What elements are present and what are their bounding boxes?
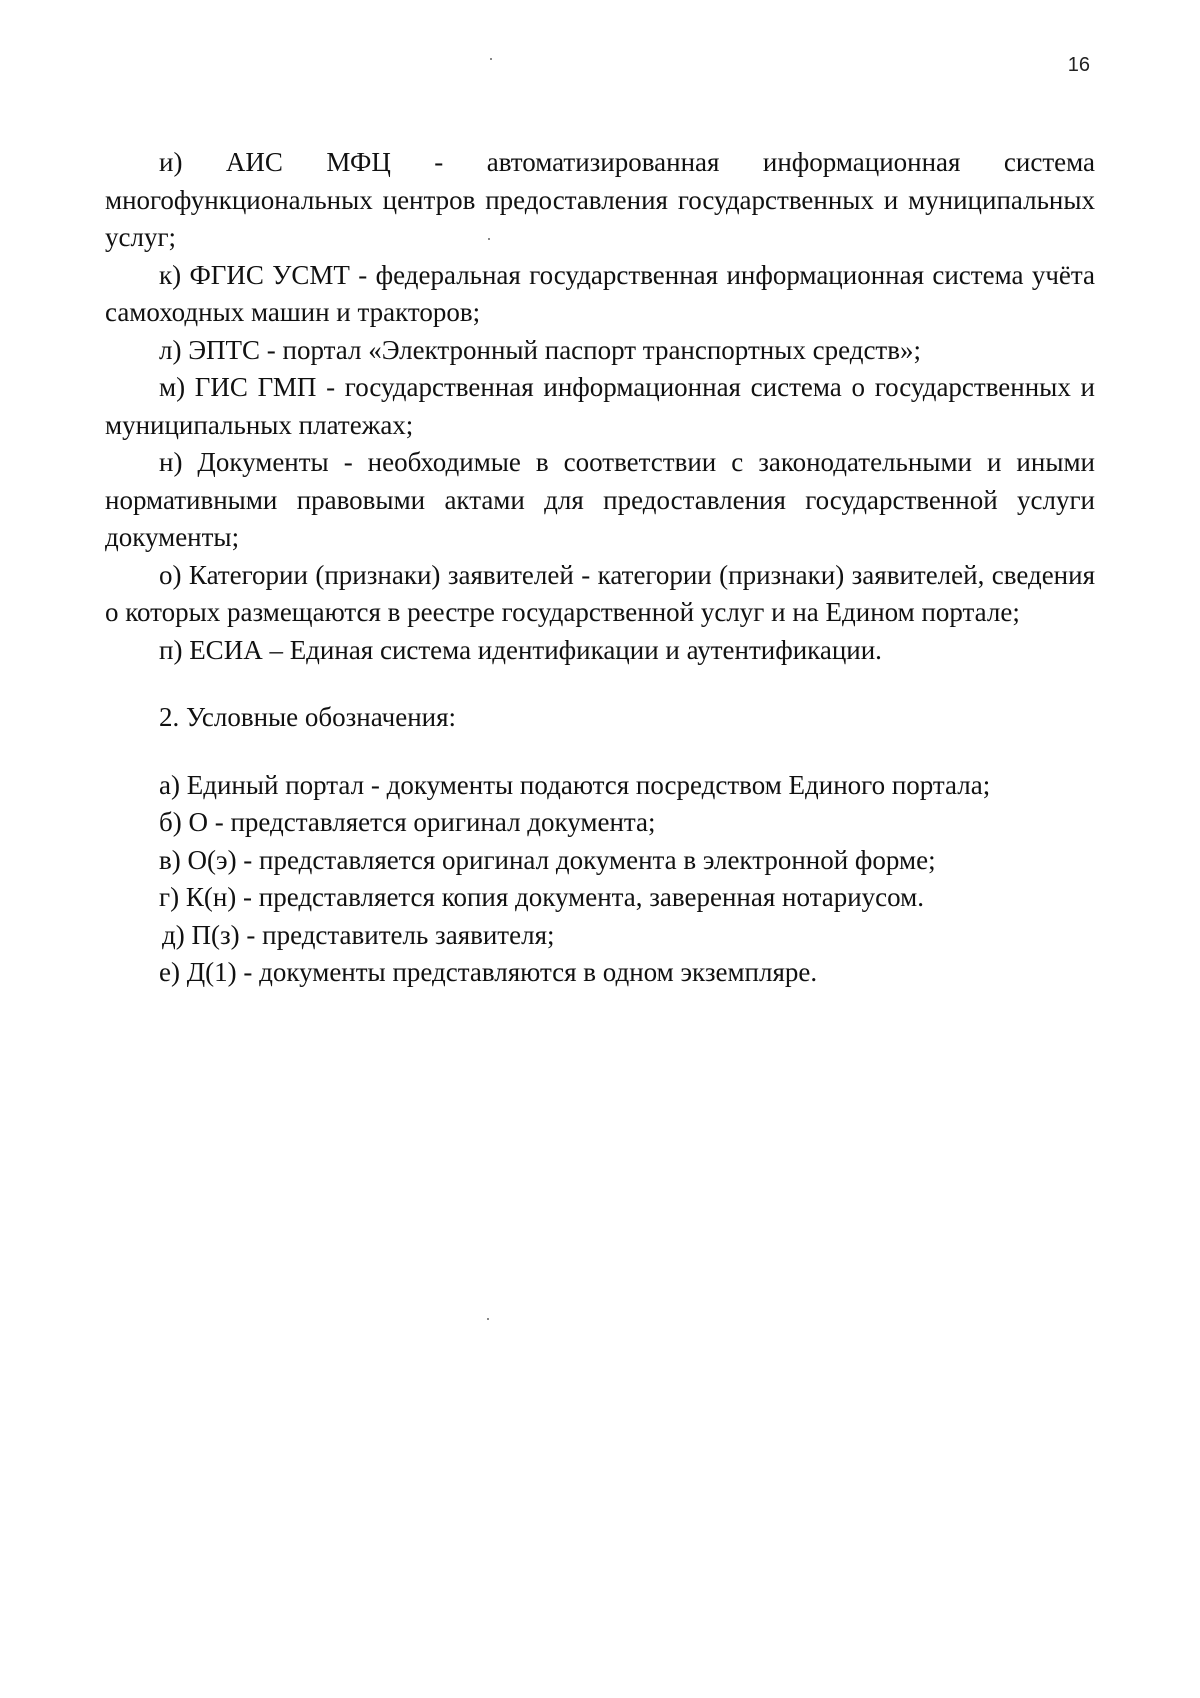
scan-speck: [490, 58, 492, 60]
definition-epts: л) ЭПТС - портал «Электронный паспорт транспортных средств»;: [159, 334, 921, 365]
legend-item: в) О(э) - представляется оригинал документа в электронной форме;: [159, 844, 936, 875]
scan-speck: [487, 1318, 489, 1320]
legend-item: д) П(з) - представитель заявителя;: [162, 919, 555, 950]
scan-speck: [488, 238, 490, 240]
definition-ais-mfc: и) АИС МФЦ - автоматизированная информационная система многофункциональных центров предоставления государственных и муниципальных услуг;: [105, 147, 1095, 252]
legend-item: а) Единый портал - документы подаются посредством Единого портала;: [159, 769, 991, 800]
legend-item: г) К(н) - представляется копия документа, заверенная нотариусом.: [159, 882, 924, 912]
definition-gis-gmp: м) ГИС ГМП - государственная информационная система о государственных и муниципальных платежах;: [105, 372, 1095, 440]
legend-item: е) Д(1) - документы представляются в одном экземпляре.: [159, 957, 818, 987]
legend-item: б) О - представляется оригинал документа;: [159, 807, 656, 837]
legend-list: [105, 767, 1095, 992]
definition-fgis-usmt: к) ФГИС УСМТ - федеральная государственная информационная система учёта самоходных машин и тракторов;: [105, 259, 1095, 327]
document-body: [105, 144, 1095, 992]
page-number: 16: [1067, 54, 1090, 76]
section-heading: 2. Условные обозначения:: [159, 702, 457, 732]
definition-documents: н) Документы - необходимые в соответствии с законодательными и иными нормативными правовыми актами для предоставления государственной услуги документы;: [105, 447, 1095, 552]
definition-applicant-categories: о) Категории (признаки) заявителей - категории (признаки) заявителей, сведения о которых размещаются в реестре государственной услуг и на Едином портале;: [105, 559, 1095, 627]
definition-esia: п) ЕСИА – Единая система идентификации и аутентификации.: [159, 634, 882, 665]
